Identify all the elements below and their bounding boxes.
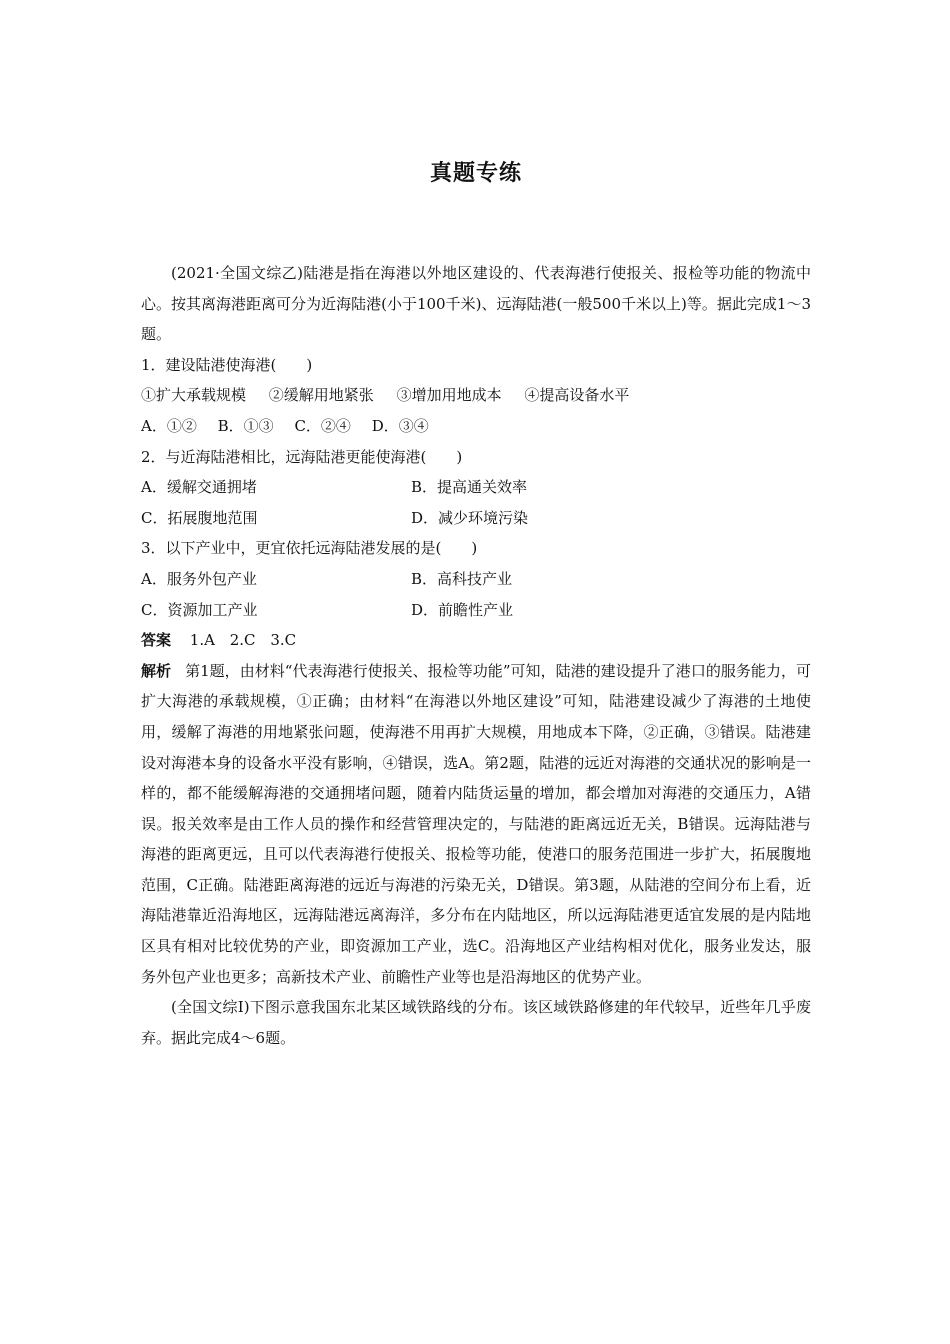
statement-3: ③增加用地成本 bbox=[396, 386, 502, 405]
question-1-stem: 1．建设陆港使海港( ) bbox=[141, 355, 313, 374]
q3-option-c: C．资源加工产业 bbox=[141, 600, 258, 619]
statement-4: ④提高设备水平 bbox=[524, 386, 630, 405]
analysis-label: 解析 bbox=[141, 661, 172, 680]
question-2-options-row-2 bbox=[141, 503, 811, 534]
question-2-options-row-1 bbox=[141, 472, 811, 503]
question-1-statements bbox=[141, 380, 811, 411]
q1-option-b: B．①③ bbox=[217, 416, 274, 435]
statement-1: ①扩大承载规模 bbox=[141, 386, 247, 405]
content-body bbox=[141, 258, 811, 1053]
answer-1: 1.A bbox=[189, 631, 215, 650]
answer-label: 答案 bbox=[141, 631, 172, 650]
answer-2: 2.C bbox=[229, 631, 256, 650]
q3-option-a: A．服务外包产业 bbox=[141, 569, 257, 588]
q2-option-a: A．缓解交通拥堵 bbox=[141, 478, 257, 497]
q1-option-c: C．②④ bbox=[294, 416, 351, 435]
statement-2: ②缓解用地紧张 bbox=[268, 386, 374, 405]
intro-2-paragraph: (全国文综Ⅰ)下图示意我国东北某区域铁路线的分布。该区域铁路修建的年代较早，近些年几乎废弃。据此完成4～6题。 bbox=[141, 998, 811, 1047]
analysis-paragraph bbox=[141, 656, 811, 993]
q2-option-b: B．提高通关效率 bbox=[411, 478, 528, 497]
intro-paragraph: (2021·全国文综乙)陆港是指在海港以外地区建设的、代表海港行使报关、报检等功能的物流中心。按其离海港距离可分为近海陆港(小于100千米)、远海陆港(一般500千米以上)等。据此完成1～3题。 bbox=[141, 264, 811, 344]
question-1-options bbox=[141, 411, 811, 442]
question-3-options-row-1 bbox=[141, 564, 811, 595]
answer-3: 3.C bbox=[270, 631, 297, 650]
question-3-options-row-2 bbox=[141, 595, 811, 626]
q3-option-d: D．前瞻性产业 bbox=[411, 600, 514, 619]
page-title: 真题专练 bbox=[429, 161, 522, 186]
q3-option-b: B．高科技产业 bbox=[411, 569, 513, 588]
answer-line bbox=[141, 625, 811, 656]
analysis-text: 第1题，由材料“代表海港行使报关、报检等功能”可知，陆港的建设提升了港口的服务能力，可扩大海港的承载规模，①正确；由材料“在海港以外地区建设”可知，陆港建设减少了海港的土地使用，缓解了海港的用地紧张问题，使海港不用再扩大规模，用地成本下降，②正确，③错误。陆港建设对海港本身的设备水平没有影响，④错误，选A。第2题，陆港的远近对海港的交通状况的影响是一样的，都不能缓解海港的交通拥堵问题，随着内陆货运量的增加，都会增加对海港的交通压力，A错误。报关效率是由工作人员的操作和经营管理决定的，与陆港的距离远近无关，B错误。远海陆港与海港的距离更远，且可以代表海港行使报关、报检等功能，使港口的服务范围进一步扩大，拓展腹地范围，C正确。陆港距离海港的远近与海港的污染无关，D错误。第3题，从陆港的空间分布上看，近海陆港靠近沿海地区，远海陆港远离海洋，多分布在内陆地区，所以远海陆港更适宜发展的是内陆地区具有相对比较优势的产业，即资源加工产业，选C。沿海地区产业结构相对优化，服务业发达，服务外包产业也更多；高新技术产业、前瞻性产业等也是沿海地区的优势产业。 bbox=[141, 661, 811, 986]
q1-option-d: D．③④ bbox=[371, 416, 429, 435]
q2-option-c: C．拓展腹地范围 bbox=[141, 508, 258, 527]
question-2-stem: 2．与近海陆港相比，远海陆港更能使海港( ) bbox=[141, 447, 463, 466]
question-3-stem: 3．以下产业中，更宜依托远海陆港发展的是( ) bbox=[141, 539, 478, 558]
q2-option-d: D．减少环境污染 bbox=[411, 508, 529, 527]
q1-option-a: A．①② bbox=[141, 416, 197, 435]
